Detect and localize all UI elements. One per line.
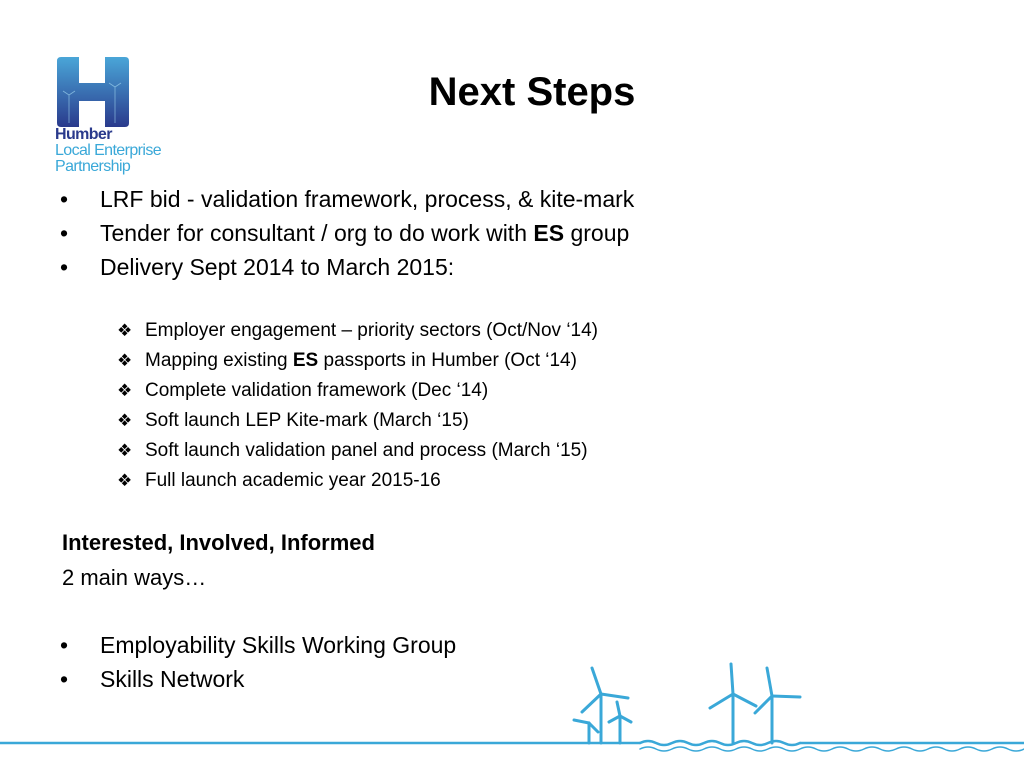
diamond-bullet-icon: ❖ <box>117 381 133 400</box>
list-item <box>60 216 634 250</box>
list-item-bold-text: ES <box>533 220 565 246</box>
sub-list-item <box>117 436 598 466</box>
sub-list-item-text: Employer engagement – priority sectors (Oct/Nov ‘14) <box>145 320 599 341</box>
list-item <box>60 250 634 284</box>
sub-list-item <box>117 346 598 376</box>
sub-list-item-text: Full launch academic year 2015-16 <box>145 470 441 491</box>
section-subtext: 2 main ways… <box>62 565 207 590</box>
list-item-text: LRF bid - validation framework, process, & kite-mark <box>100 186 635 212</box>
page-title: Next Steps <box>428 70 636 114</box>
sub-list-item <box>117 406 598 436</box>
list-item-text: Delivery Sept 2014 to March 2015: <box>100 254 455 280</box>
section-heading: Interested, Involved, Informed <box>62 530 375 555</box>
diamond-bullet-icon: ❖ <box>117 471 133 490</box>
bullet-icon: • <box>60 220 69 246</box>
sub-bullet-list <box>117 316 598 496</box>
wind-turbines-footer-icon <box>0 650 1024 768</box>
logo-text-line2: Local Enterprise <box>55 142 162 159</box>
list-item-text: Employability Skills Working Group <box>100 632 457 658</box>
sub-list-item-bold-text: ES <box>292 350 319 371</box>
bullet-icon: • <box>60 254 69 280</box>
bullet-icon: • <box>60 186 69 212</box>
sub-list-item-text: Mapping existing <box>145 350 293 371</box>
sub-list-item-text: passports in Humber (Oct ‘14) <box>318 350 577 371</box>
sub-list-item-text: Soft launch validation panel and process (March ‘15) <box>145 440 588 461</box>
bullet-icon: • <box>60 632 69 658</box>
list-item-text: group <box>564 220 630 246</box>
sub-list-item <box>117 376 598 406</box>
logo-text-line1: Humber <box>55 126 112 143</box>
diamond-bullet-icon: ❖ <box>117 411 133 430</box>
sub-list-item-text: Soft launch LEP Kite-mark (March ‘15) <box>145 410 469 431</box>
main-bullet-list <box>60 182 634 284</box>
bullet-icon: • <box>60 666 69 692</box>
sub-list-item <box>117 466 598 496</box>
diamond-bullet-icon: ❖ <box>117 351 133 370</box>
sub-list-item <box>117 316 598 346</box>
diamond-bullet-icon: ❖ <box>117 321 133 340</box>
diamond-bullet-icon: ❖ <box>117 441 133 460</box>
list-item-text: Skills Network <box>100 666 245 692</box>
sub-list-item-text: Complete validation framework (Dec ‘14) <box>145 380 489 401</box>
logo-text-line3: Partnership <box>55 158 131 175</box>
list-item-text: Tender for consultant / org to do work with <box>100 220 534 246</box>
list-item <box>60 182 634 216</box>
